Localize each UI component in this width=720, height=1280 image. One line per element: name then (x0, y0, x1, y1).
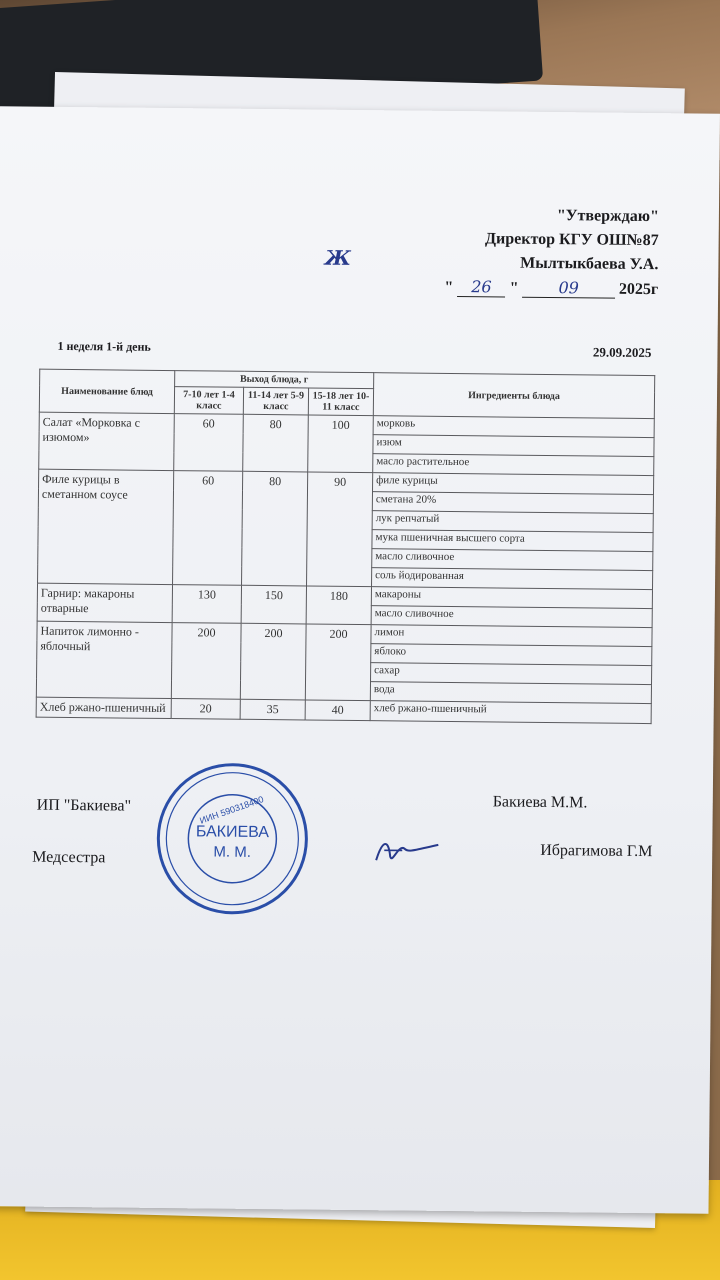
portion-7-10: 20 (171, 699, 240, 720)
stamp-name-2: М. М. (213, 843, 252, 861)
col-name-header: Наименование блюд (39, 369, 174, 413)
ingredient-cell: лук репчатый (372, 511, 653, 533)
approval-signer-line (324, 245, 659, 277)
ingredient-cell: изюм (373, 435, 654, 457)
approval-date-line: " 26 " 09 2025г (444, 277, 659, 299)
ingredient-cell: масло сливочное (371, 606, 652, 628)
ingredient-cell: соль йодированная (372, 568, 653, 590)
menu-date: 29.09.2025 (592, 344, 652, 361)
portion-11-14: 80 (243, 414, 309, 472)
nurse-name: Ибрагимова Г.М (540, 841, 653, 861)
ingredient-cell: хлеб ржано-пшеничный (370, 701, 651, 724)
dish-name: Салат «Морковка с изюмом» (39, 412, 175, 470)
ingredient-cell: сахар (371, 663, 652, 685)
director-signature: Ж (324, 245, 352, 270)
portion-7-10: 60 (174, 414, 244, 472)
ingredient-cell: филе курицы (373, 473, 654, 495)
col-ingredients-header: Ингредиенты блюда (373, 373, 654, 419)
portion-11-14: 150 (241, 585, 306, 624)
nurse-label: Медсестра (32, 848, 106, 867)
col-age-b: 11-14 лет 5-9 класс (243, 387, 308, 415)
portion-11-14: 35 (240, 699, 305, 720)
week-day-label: 1 неделя 1-й день (57, 338, 151, 354)
menu-table (36, 369, 656, 724)
portion-15-18: 40 (305, 700, 370, 721)
approval-block (324, 203, 659, 302)
stamp-name-1: БАКИЕВА (195, 823, 270, 842)
col-age-a: 7-10 лет 1-4 класс (174, 387, 243, 415)
nurse-signature (372, 830, 442, 871)
approval-title: "Утверждаю" (556, 207, 659, 226)
ingredient-cell: лимон (371, 625, 652, 647)
dish-name: Гарнир: макароны отварные (37, 583, 172, 622)
portion-15-18: 100 (308, 415, 374, 473)
ingredient-cell: макароны (371, 587, 652, 609)
portion-11-14: 80 (242, 471, 308, 586)
portion-11-14: 200 (240, 623, 306, 700)
ingredient-cell: сметана 20% (372, 492, 653, 514)
stamp-iin: ИИН 590318400 (198, 794, 265, 826)
portion-7-10: 60 (173, 471, 243, 586)
approval-signer: Мылтыкбаева У.А. (520, 254, 659, 274)
ingredient-cell: масло растительное (373, 454, 654, 476)
approval-month: 09 (522, 278, 615, 299)
ingredient-cell: морковь (373, 416, 654, 438)
ip-name: Бакиева М.М. (492, 793, 588, 812)
menu-document (0, 106, 720, 1213)
dish-name: Напиток лимонно - яблочный (36, 621, 172, 698)
dish-name: Хлеб ржано-пшеничный (36, 697, 171, 718)
ingredient-cell: вода (370, 682, 651, 704)
portion-15-18: 90 (307, 472, 373, 587)
round-stamp (152, 758, 314, 920)
ingredient-cell: масло сливочное (372, 549, 653, 571)
portion-15-18: 180 (306, 586, 371, 625)
approval-day: 26 (457, 277, 506, 298)
approval-year: 2025г (618, 280, 659, 299)
portion-15-18: 200 (305, 624, 371, 701)
approval-director: Директор КГУ ОШ№87 (484, 230, 659, 250)
col-age-c: 15-18 лет 10-11 класс (308, 388, 373, 416)
portion-7-10: 130 (172, 585, 241, 624)
ingredient-cell: яблоко (371, 644, 652, 666)
col-output-header: Выход блюда, г (175, 371, 374, 389)
menu-table-body (36, 412, 654, 723)
ingredient-cell: мука пшеничная высшего сорта (372, 530, 653, 552)
dish-name: Филе курицы в сметанном соусе (38, 469, 174, 584)
portion-7-10: 200 (171, 623, 241, 700)
ip-label: ИП "Бакиева" (36, 796, 132, 815)
